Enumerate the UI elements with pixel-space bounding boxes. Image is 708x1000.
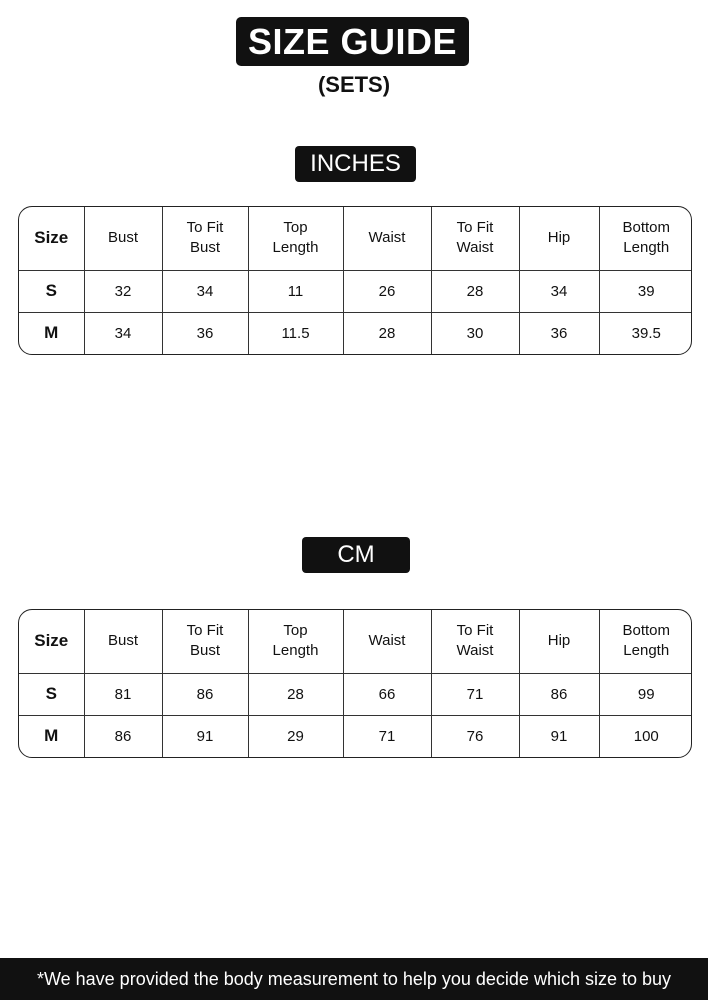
table-cell: 39.5 (631, 324, 661, 342)
column-header-waist: Waist (343, 610, 431, 673)
column-header-waist: Waist (343, 207, 431, 270)
table-cell: 66 (343, 673, 431, 715)
table-row (19, 715, 692, 757)
table-cell: 26 (343, 270, 431, 312)
table-cell: 28 (431, 270, 519, 312)
page-title: SIZE GUIDE (236, 17, 469, 66)
cm-size-table (18, 609, 692, 758)
table-cell: 36 (162, 312, 248, 354)
table-row (19, 673, 692, 715)
column-header-size: Size (19, 610, 84, 673)
column-header-size: Size (19, 207, 84, 270)
inches-section-label: INCHES (295, 146, 416, 182)
table-cell: 81 (84, 673, 162, 715)
table-cell: 28 (248, 673, 343, 715)
column-header-bottom-length: Bottom Length (599, 610, 692, 673)
page-subtitle: (SETS) (317, 72, 391, 97)
size-cell: M (19, 715, 84, 757)
column-header-hip: Hip (519, 207, 599, 270)
column-header-to-fit-waist: To Fit Waist (431, 207, 519, 270)
column-header-to-fit-bust: To Fit Bust (162, 207, 248, 270)
table-cell: 29 (248, 715, 343, 757)
table-cell: 34 (519, 270, 599, 312)
table-cell: 91 (162, 715, 248, 757)
column-header-bottom-length: Bottom Length (599, 207, 692, 270)
table-cell: 100 (633, 727, 659, 745)
column-header-to-fit-waist: To Fit Waist (431, 610, 519, 673)
column-header-bust: Bust (84, 207, 162, 270)
table-cell: 71 (431, 673, 519, 715)
table-cell: 11.5 (248, 312, 343, 354)
footer-note: *We have provided the body measurement to help you decide which size to buy (0, 958, 708, 1000)
table-row (19, 270, 692, 312)
table-cell: 39 (599, 270, 692, 312)
table-cell: 99 (599, 673, 692, 715)
table-cell: 32 (84, 270, 162, 312)
cm-section-label: CM (302, 537, 410, 573)
table-cell: 71 (343, 715, 431, 757)
size-cell: S (19, 270, 84, 312)
table-cell: 76 (431, 715, 519, 757)
table-cell: 28 (343, 312, 431, 354)
column-header-to-fit-bust: To Fit Bust (162, 610, 248, 673)
size-cell: M (19, 312, 84, 354)
table-cell: 36 (519, 312, 599, 354)
table-cell: 86 (162, 673, 248, 715)
column-header-top-length: Top Length (248, 207, 343, 270)
inches-size-table (18, 206, 692, 355)
table-cell: 86 (519, 673, 599, 715)
table-cell: 91 (519, 715, 599, 757)
column-header-bust: Bust (84, 610, 162, 673)
size-cell: S (19, 673, 84, 715)
table-cell: 30 (431, 312, 519, 354)
column-header-top-length: Top Length (248, 610, 343, 673)
column-header-hip: Hip (519, 610, 599, 673)
table-row (19, 312, 692, 354)
table-cell: 86 (84, 715, 162, 757)
table-header-row (19, 207, 692, 270)
table-cell: 11 (248, 270, 343, 312)
table-cell: 34 (84, 312, 162, 354)
table-header-row (19, 610, 692, 673)
table-cell: 34 (162, 270, 248, 312)
